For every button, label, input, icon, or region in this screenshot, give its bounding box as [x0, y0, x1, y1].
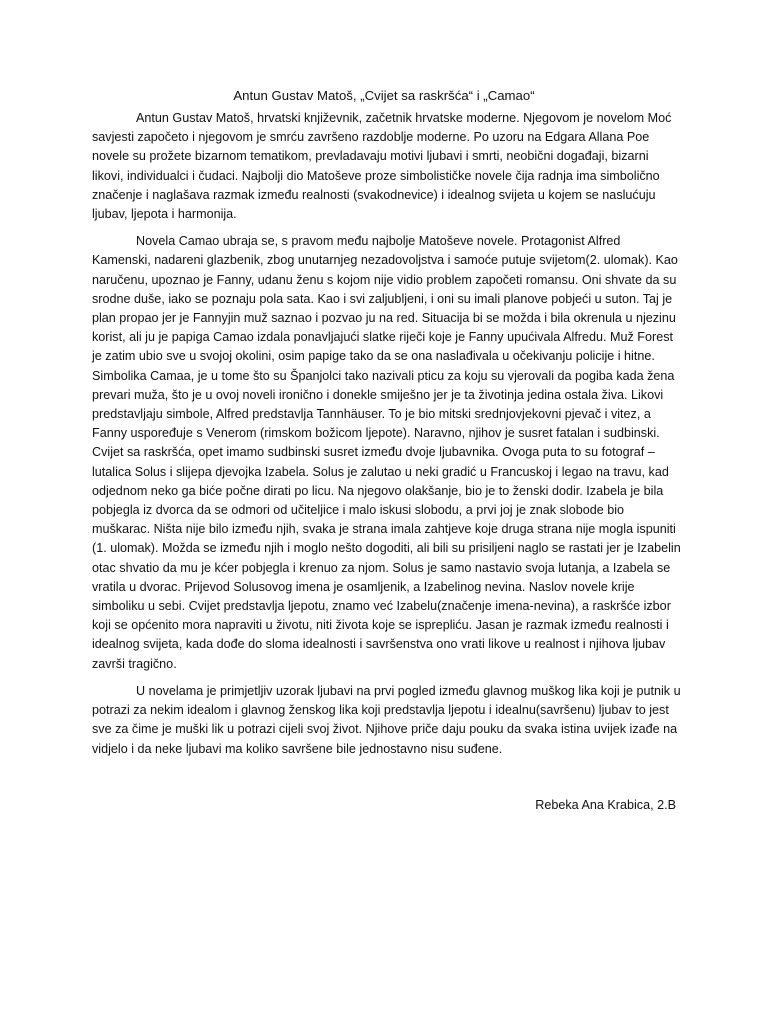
paragraph-analysis: Novela Camao ubraja se, s pravom među najbolje Matoševe novele. Protagonist Alfred Kamenski, nadareni glazbenik, zbog unutarnjeg nezadovoljstva i samoće putuje svijetom(2. ulomak). Kao naručenu, upoznao je Fanny, udanu ženu s kojom nije vidio problem započeti romansu. Oni shvate da su srodne duše, iako se poznaju pola sata. Kao i svi zaljubljeni, i oni su imali planove pobjeći u suton. Taj je plan propao jer je Fannyjin muž saznao i pozvao ju na red. Situacija bi se možda i bila okrenula u njezinu korist, ali ju je papiga Camao izdala ponavljajući slatke riječi koje je Fanny upućivala Alfredu. Muž Forest je zatim ubio sve u svojoj okolini, osim papige tako da se ona naslađivala u očekivanju policije i hitne. Simbolika Camaa, je u tome što su Španjolci tako nazivali pticu za koju su vjerovali da pogiba kada žena prevari muža, što je u ovoj noveli ironično i donekle smiješno jer je ta životinja jedina ostala živa. Likovi predstavljaju simbole, Alfred predstavlja Tannhäuser. To je bio mitski srednjovjekovni pjevač i vitez, a Fanny uspoređuje s Venerom (rimskom božicom ljepote). Naravno, njihov je susret fatalan i sudbinski. Cvijet sa raskršća, opet imamo sudbinski susret između dvoje ljubavnika. Ovoga puta to su fotograf – lutalica Solus i slijepa djevojka Izabela. Solus je zalutao u neki gradić u Francuskoj i legao na travu, kad odjednom neko ga biće počne dirati po licu. Na njegovo olakšanje, bio je to ženski dodir. Izabela je bila pobjegla iz dvorca da se odmori od učiteljice i malo iskusi slobodu, a prvi joj je znak slobode bio muškarac. Ništa nije bilo između njih, svaka je strana imala zahtjeve koje druga strana nije mogla ispuniti (1. ulomak). Možda se između njih i moglo nešto dogoditi, ali bili su prisiljeni naglo se rastati jer je Izabelin otac shvatio da mu je kćer pobjegla i krenuo za njom. Solus je samo nastavio svoja lutanja, a Izabela se vratila u dvorac. Prijevod Solusovog imena je osamljenik, a Izabelinog nevina. Naslov novele krije simboliku u sebi. Cvijet predstavlja ljepotu, znamo već Izabelu(značenje imena-nevina), a raskršće izbor koji se općenito mora napraviti u životu, niti života koje se isprepliću. Jasan je razmak između realnosti i idealnog svijeta, kada dođe do sloma idealnosti i savršenstva ono vrati likove u realnost i njihova ljubav završi tragično.	[92, 234, 681, 671]
paragraph-intro: Antun Gustav Matoš, hrvatski književnik, začetnik hrvatske moderne. Njegovom je novelom Moć savjesti započeto i njegovom je smrću završeno razdoblje moderne. Po uzoru na Edgara Allana Poe novele su prožete bizarnom tematikom, prevladavaju motivi ljubavi i smrti, neobični događaji, bizarni likovi, individualci i čudaci. Najbolji dio Matoševe proze simbolističke novele čija radnja ima simbolično značenje i naglašava razmak između realnosti (svakodnevice) i idealnog svijeta u kojem se naslućuju ljubav, ljepota i harmonija.	[92, 111, 672, 222]
document-title: Antun Gustav Matoš, „Cvijet sa raskršća“ i „Camao“	[233, 88, 535, 103]
document-body	[92, 109, 682, 767]
author-signature: Rebeka Ana Krabica, 2.B	[535, 798, 676, 812]
paragraph-conclusion: U novelama je primjetljiv uzorak ljubavi na prvi pogled između glavnog muškog lika koji je putnik u potrazi za nekim idealom i glavnog ženskog lika koji predstavlja ljepotu i idealnu(savršenu) ljubav to jest sve za čime je muški lik u potrazi cijeli svoj život. Njihove priče daju pouku da svaka istina uvijek izađe na vidjelo i da neke ljubavi ma koliko savršene bile jednostavno nisu suđene.	[92, 683, 681, 756]
